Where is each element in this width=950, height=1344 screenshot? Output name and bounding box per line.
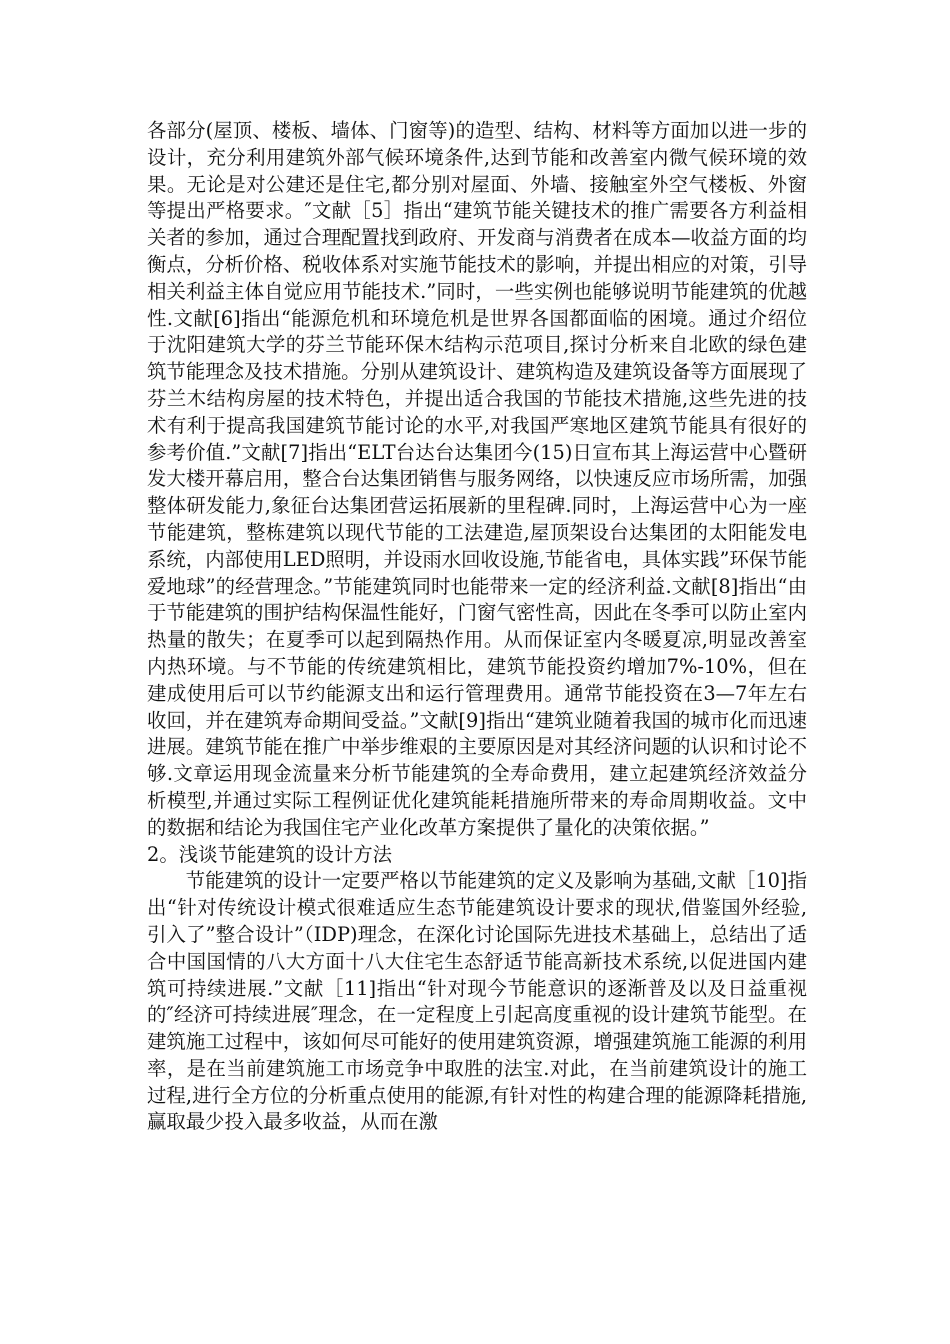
- body-text: [147, 118, 807, 1136]
- paragraph-design-methods: 节能建筑的设计一定要严格以节能建筑的定义及影响为基础,文献［10]指出“针对传统设计模式很难适应生态节能建筑设计要求的现状,借鉴国外经验,引入了”整合设计”（IDP)理念，在深化讨论国际先进技术基础上，总结出了适合中国国情的八大方面十八大住宅生态舒适节能高新技术系统,以促进国内建筑可持续进展.”文献［11]指出“针对现今节能意识的逐渐普及以及日益重视的″经济可持续进展″理念，在一定程度上引起高度重视的设计建筑节能型。在建筑施工过程中，该如何尽可能好的使用建筑资源，增强建筑施工能源的利用率，是在当前建筑施工市场竞争中取胜的法宝.对此，在当前建筑设计的施工过程,进行全方位的分析重点使用的能源,有针对性的构建合理的能源降耗措施,赢取最少投入最多收益，从而在激: [147, 869, 807, 1134]
- section-heading: 2。浅谈节能建筑的设计方法: [147, 842, 393, 866]
- paragraph-literature-review: 各部分(屋顶、楼板、墙体、门窗等)的造型、结构、材料等方面加以进一步的设计，充分利用建筑外部气候环境条件,达到节能和改善室内微气候环境的效果。无论是对公建还是住宅,都分别对屋面、外墙、接触室外空气楼板、外窗等提出严格要求。″文献［5］指出“建筑节能关键技术的推广需要各方利益相关者的参加，通过合理配置找到政府、开发商与消费者在成本—收益方面的均衡点，分析价格、税收体系对实施节能技术的影响，并提出相应的对策，引导相关利益主体自觉应用节能技术.”同时，一些实例也能够说明节能建筑的优越性.文献[6]指出“能源危机和环境危机是世界各国都面临的困境。通过介绍位于沈阳建筑大学的芬兰节能环保木结构示范项目,探讨分析来自北欧的绿色建筑节能理念及技术措施。分别从建筑设计、建筑构造及建筑设备等方面展现了芬兰木结构房屋的技术特色，并提出适合我国的节能技术措施,这些先进的技术有利于提高我国建筑节能讨论的水平,对我国严寒地区建筑节能具有很好的参考价值.”文献[7]指出“ELT台达台达集团今(15)日宣布其上海运营中心暨研发大楼开幕启用，整合台达集团销售与服务网络，以快速反应市场所需，加强整体研发能力,象征台达集团营运拓展新的里程碑.同时，上海运营中心为一座节能建筑，整栋建筑以现代节能的工法建造,屋顶架设台达集团的太阳能发电系统，内部使用LED照明，并设雨水回收设施,节能省电，具体实践”环保节能爱地球”的经营理念。”节能建筑同时也能带来一定的经济利益.文献[8]指出“由于节能建筑的围护结构保温性能好，门窗气密性高，因此在冬季可以防止室内热量的散失；在夏季可以起到隔热作用。从而保证室内冬暖夏凉,明显改善室内热环境。与不节能的传统建筑相比，建筑节能投资约增加7%-10%，但在建成使用后可以节约能源支出和运行管理费用。通常节能投资在3—7年左右收回，并在建筑寿命期间受益。”文献[9]指出“建筑业随着我国的城市化而迅速进展。建筑节能在推广中举步维艰的主要原因是对其经济问题的认识和讨论不够.文章运用现金流量来分析节能建筑的全寿命费用，建立起建筑经济效益分析模型,并通过实际工程例证优化建筑能耗措施所带来的寿命周期收益。文中的数据和结论为我国住宅产业化改革方案提供了量化的决策依据。”: [147, 119, 807, 839]
